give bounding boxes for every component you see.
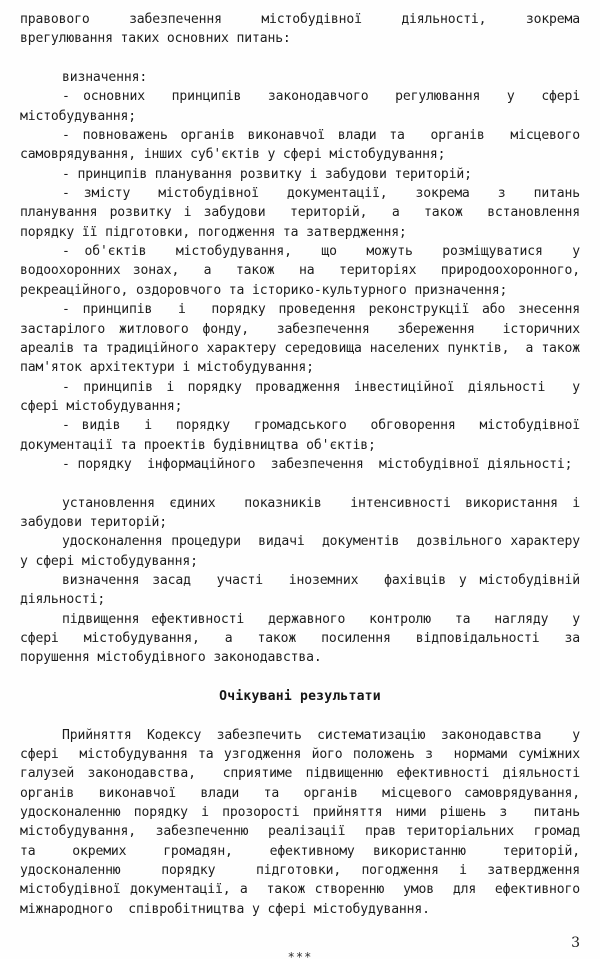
paragraph-gap [20,49,580,68]
paragraph-item-planning-principles: - принципів планування розвитку і забудови територій; [62,166,472,182]
paragraph-gap [20,474,580,493]
paragraph-conclusion-paragraph: Прийняття Кодексу забезпечить систематизацію законодавства у сфері містобудування та узгодження його положень з нормами суміжних галузей законодавства, сприятиме підвищенню ефективності діяльності органів виконавчої влади та органів місцевого самоврядування, удосконаленню порядку і прозорості прийняття ними рішень з питань містобудування, забезпеченню реалізації прав територіальних громад та окремих громадян, ефективному використанню територій, удосконаленню порядку підготовки, погодження і затвердження містобудівної документації, а також створенню умов для ефективного міжнародного співробітництва у сфері містобудування. [20,727,596,917]
paragraph-gap [20,668,580,687]
paragraph-item-uniform-indicators: установлення єдиних показників інтенсивності використання і забудови територій; [20,495,588,530]
paragraph-definitions-lead: визначення: [62,70,148,86]
paragraph-item-state-control: підвищення ефективності державного контролю та нагляду у сфері містобудування, а також посилення відповідальності за порушення містобудівного законодавства. [20,611,588,666]
paragraph-item-powers-authorities: - повноважень органів виконавчої влади та органів місцевого самоврядування, інших суб'єктів у сфері містобудування; [20,128,588,163]
separator-spacer [20,919,580,948]
page-number: 3 [571,935,580,951]
paragraph-item-reconstruction-demolition: - принципів і порядку проведення реконструкції або знесення застарілого житлового фонду, забезпечення збереження історичних ареалів та традиційного характеру середовища населених пунктів, а також пам'яток архітектури і містобудування; [20,302,588,376]
paragraph-item-objects-placement: - об'єктів містобудування, що можуть розміщуватися у водоохоронних зонах, а також на територіях природоохоронного, рекреаційного, оздоровчого та історико-культурного призначення; [20,244,588,298]
paragraph-intro-continuation: правового забезпечення містобудівної діяльності, зокрема врегулювання таких основних питань: [20,12,588,47]
paragraph-item-documentation-content: - змісту містобудівної документації, зокрема з питань планування розвитку і забудови територій, а також встановлення порядку її підготовки, погодження та затвердження; [20,186,588,240]
paragraph-gap [20,706,580,725]
paragraph-item-foreign-specialists: визначення засад участі іноземних фахівців у містобудівній діяльності; [20,572,588,608]
section-heading: Очікувані результати [219,689,381,705]
paragraph-item-information-support: - порядку інформаційного забезпечення містобудівної діяльності; [62,456,573,472]
paragraph-item-permit-documents: удосконалення процедури видачі документів дозвільного характеру у сфері містобудування; [20,534,588,569]
paragraph-item-principles-regulation: - основних принципів законодавчого регулювання у сфері містобудування; [20,89,588,124]
document-body [20,10,596,968]
section-separator: *** [287,950,313,965]
paragraph-item-public-discussion: - видів і порядку громадського обговорення містобудівної документації та проектів будівництва об'єктів; [20,418,588,453]
paragraph-item-investment-activity: - принципів і порядку провадження інвестиційної діяльності у сфері містобудування; [20,379,588,414]
